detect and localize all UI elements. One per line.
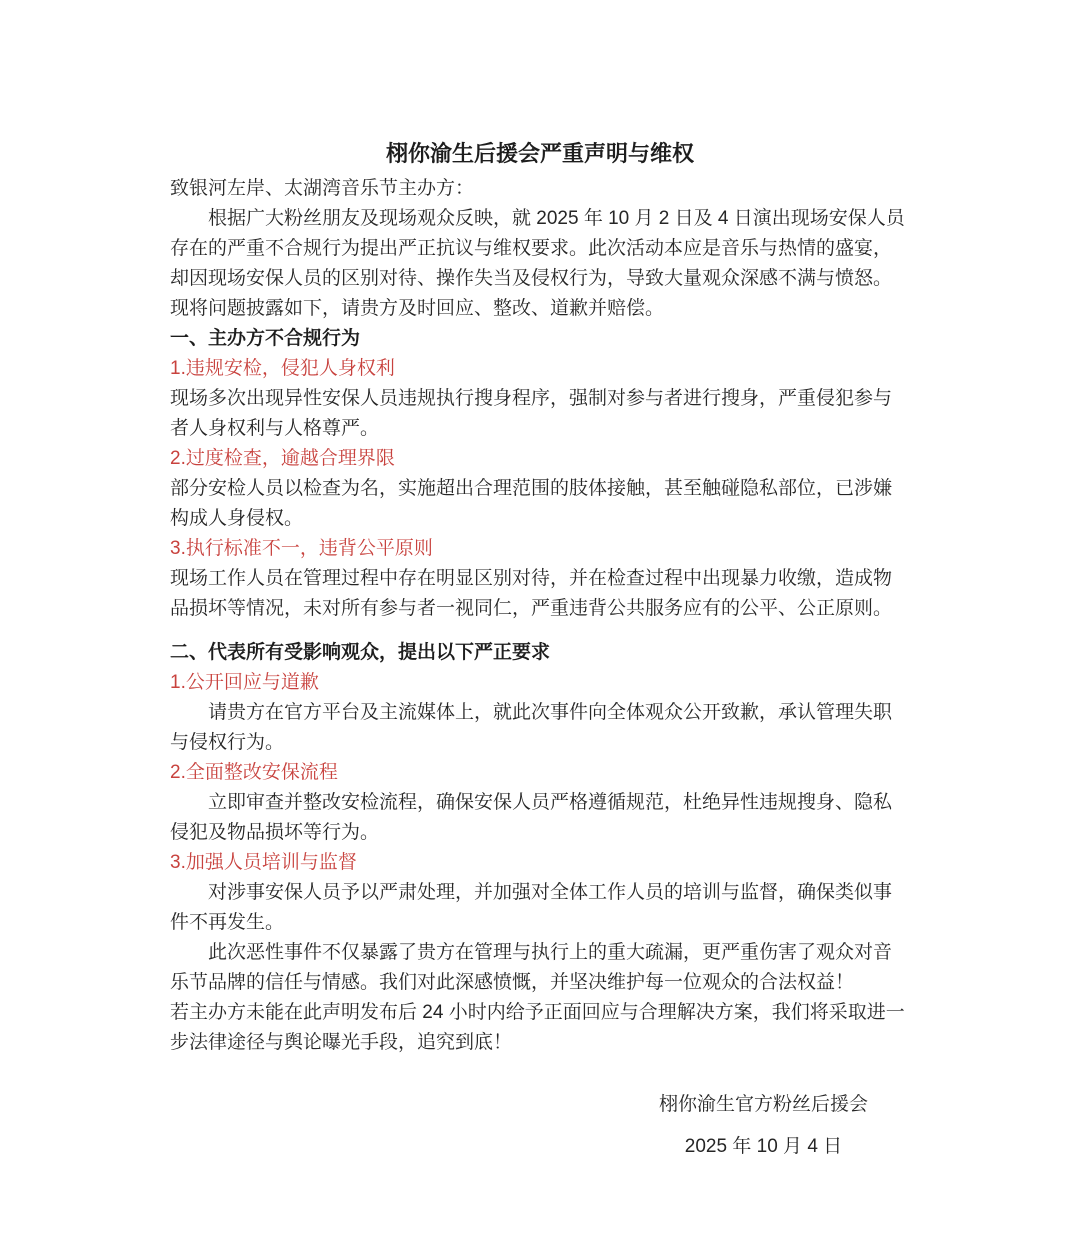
section-2-item-2-label: 2.全面整改安保流程 — [170, 762, 338, 783]
salutation-line: 致银河左岸、太湖湾音乐节主办方： — [170, 178, 475, 199]
section-1-item-1-label: 1.违规安检，侵犯人身权利 — [170, 358, 395, 379]
section-2-item-2-body: 立即审查并整改安检流程，确保安保人员严格遵循规范，杜绝异性违规搜身、隐私侵犯及物品损坏等行为。 — [170, 792, 893, 843]
closing-paragraph-2: 若主办方未能在此声明发布后 24 小时内给予正面回应与合理解决方案，我们将采取进一步法律途径与舆论曝光手段，追究到底！ — [170, 1002, 905, 1053]
section-2-heading: 二、代表所有受影响观众，提出以下严正要求 — [170, 642, 551, 663]
closing-paragraph-1: 此次恶性事件不仅暴露了贵方在管理与执行上的重大疏漏，更严重伤害了观众对音乐节品牌的信任与情感。我们对此深感愤慨，并坚决维护每一位观众的合法权益！ — [170, 942, 893, 993]
section-1-item-3-label: 3.执行标准不一，违背公平原则 — [170, 538, 433, 559]
section-1-heading: 一、主办方不合规行为 — [170, 328, 361, 349]
intro-paragraph: 根据广大粉丝朋友及现场观众反映，就 2025 年 10 月 2 日及 4 日演出现场安保人员存在的严重不合规行为提出严正抗议与维权要求。此次活动本应是音乐与热情的盛宴，却因现场安保人员的区别对待、操作失当及侵权行为，导致大量观众深感不满与愤怒。现将问题披露如下，请贵方及时回应、整改、道歉并赔偿。 — [170, 208, 905, 319]
signature-date: 2025 年 10 月 4 日 — [684, 1136, 843, 1157]
section-1-item-2-body: 部分安检人员以检查为名，实施超出合理范围的肢体接触，甚至触碰隐私部位，已涉嫌构成人身侵权。 — [170, 478, 893, 529]
section-2-item-1-body: 请贵方在官方平台及主流媒体上，就此次事件向全体观众公开致歉，承认管理失职与侵权行为。 — [170, 702, 893, 753]
section-2-item-1-label: 1.公开回应与道歉 — [170, 672, 319, 693]
section-2-item-3-body: 对涉事安保人员予以严肃处理，并加强对全体工作人员的培训与监督，确保类似事件不再发生。 — [170, 882, 893, 933]
section-1-item-1-body: 现场多次出现异性安保人员违规执行搜身程序，强制对参与者进行搜身，严重侵犯参与者人身权利与人格尊严。 — [170, 388, 893, 439]
section-1-item-2-label: 2.过度检查，逾越合理界限 — [170, 448, 395, 469]
page-title: 栩你渝生后援会严重声明与维权 — [385, 141, 694, 166]
section-2-item-3-label: 3.加强人员培训与监督 — [170, 852, 357, 873]
section-1-item-3-body: 现场工作人员在管理过程中存在明显区别对待，并在检查过程中出现暴力收缴，造成物品损坏等情况，未对所有参与者一视同仁，严重违背公共服务应有的公平、公正原则。 — [170, 568, 893, 619]
signature-name: 栩你渝生官方粉丝后援会 — [658, 1094, 868, 1115]
signature-block — [659, 1084, 868, 1168]
